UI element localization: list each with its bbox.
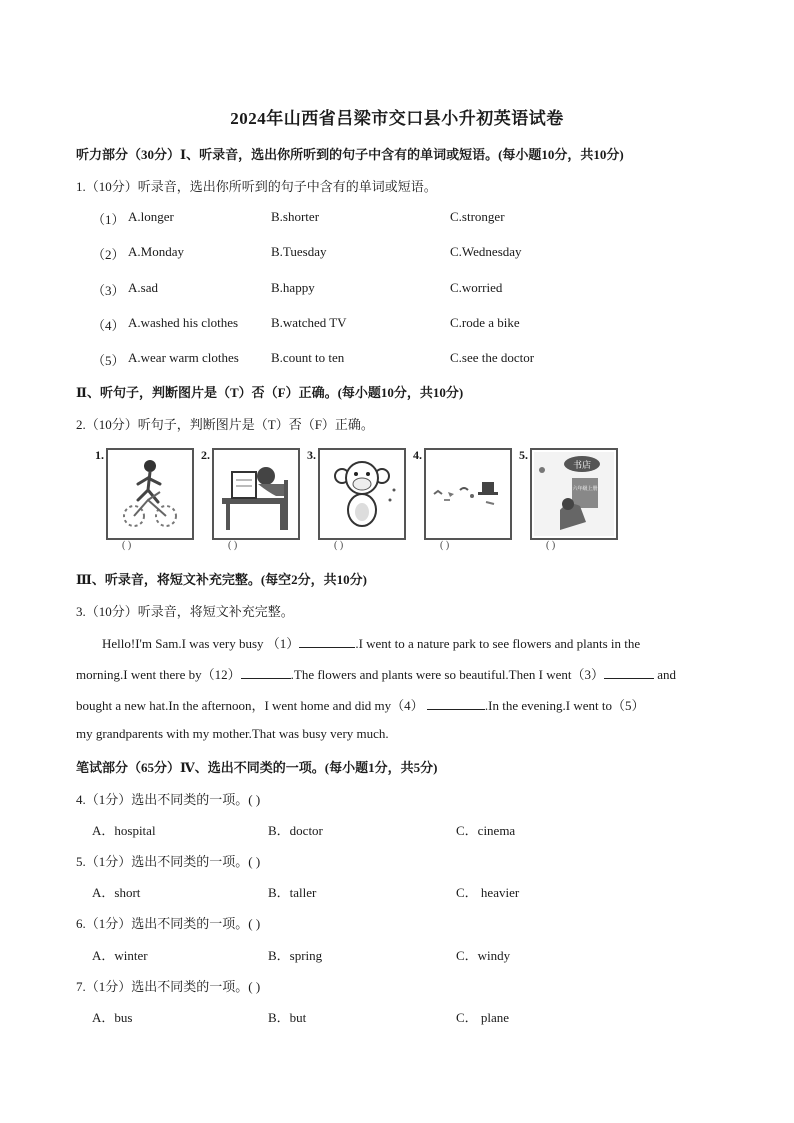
row-number: （2） <box>92 247 125 262</box>
option-c: C.stronger <box>450 209 505 224</box>
question-2-stem: 2.（10分）听句子，判断图片是（T）否（F）正确。 <box>76 417 374 432</box>
option-b: B.happy <box>271 280 315 295</box>
passage-line-3 <box>76 695 645 714</box>
option-c: C.see the doctor <box>450 350 535 365</box>
boy-reading-at-desk-image <box>214 450 298 538</box>
page-title: 2024年山西省吕梁市交口县小升初英语试卷 <box>230 109 564 128</box>
option-c: C.rode a bike <box>450 315 520 330</box>
option-c: C．cinema <box>456 823 516 838</box>
option-b: B．doctor <box>268 823 323 838</box>
question-5-stem: 5.（1分）选出不同类的一项。( ) <box>76 854 261 869</box>
option-a: A．winter <box>92 948 148 963</box>
option-b: B．but <box>268 1010 307 1025</box>
row-number: （3） <box>92 283 125 298</box>
blank-3-input[interactable] <box>604 666 654 679</box>
option-a: A.sad <box>128 280 158 295</box>
question-1-stem: 1.（10分）听录音，选出你所听到的句子中含有的单词或短语。 <box>76 179 437 194</box>
row-number: （1） <box>92 212 125 227</box>
picture-1-boy-cycling <box>106 448 194 540</box>
picture-number: 5. <box>519 448 528 462</box>
passage-text: .I went to a nature park to see flowers and plants in the <box>355 636 641 651</box>
picture-number: 3. <box>307 448 316 462</box>
picture-3-monkey <box>318 448 406 540</box>
passage-text: bought a new hat.In the afternoon，I went home and did my（4） <box>76 698 424 713</box>
monkey-toy-image <box>320 450 404 538</box>
answer-paren: ( ) <box>546 540 556 551</box>
boy-on-bike-image <box>108 450 192 538</box>
blank-2-input[interactable] <box>241 666 291 679</box>
passage-line-1 <box>102 633 640 652</box>
blank-4-input[interactable] <box>427 697 485 710</box>
option-a: A.longer <box>128 209 174 224</box>
option-a: A.wear warm clothes <box>128 350 239 365</box>
picture-number: 1. <box>95 448 104 462</box>
bookstore-scene-image <box>532 450 616 538</box>
option-b: B.count to ten <box>271 350 345 365</box>
answer-paren: ( ) <box>228 540 238 551</box>
passage-text: .The flowers and plants were so beautiful.Then I went（3） <box>290 667 604 682</box>
option-b: B.watched TV <box>271 315 347 330</box>
picture-2-boy-reading <box>212 448 300 540</box>
picture-number: 4. <box>413 448 422 462</box>
question-3-stem: 3.（10分）听录音，将短文补充完整。 <box>76 604 294 619</box>
row-number: （4） <box>92 318 125 333</box>
option-b: B.Tuesday <box>271 244 327 259</box>
blank-1-input[interactable] <box>299 635 355 648</box>
passage-text: morning.I went there by（12） <box>76 667 241 682</box>
passage-text: and <box>657 667 677 682</box>
option-c: C.worried <box>450 280 503 295</box>
option-c: C． heavier <box>456 885 520 900</box>
section-1-heading: 听力部分（30分）Ⅰ、听录音，选出你所听到的句子中含有的单词或短语。(每小题10分，共10分) <box>76 147 624 162</box>
option-a: A.Monday <box>128 244 184 259</box>
question-6-stem: 6.（1分）选出不同类的一项。( ) <box>76 916 261 931</box>
option-a: A.washed his clothes <box>128 315 239 330</box>
section-4-heading: 笔试部分（65分）Ⅳ、选出不同类的一项。(每小题1分，共5分) <box>76 760 438 775</box>
section-2-heading: Ⅱ、听句子，判断图片是（T）否（F）正确。(每小题10分，共10分) <box>76 385 464 400</box>
answer-paren: ( ) <box>334 540 344 551</box>
bookstore-sign-text: 书店 <box>572 461 592 471</box>
answer-paren: ( ) <box>440 540 450 551</box>
option-c: C．windy <box>456 948 511 963</box>
option-c: C． plane <box>456 1010 510 1025</box>
option-b: B．taller <box>268 885 317 900</box>
scattered-items-image <box>426 450 510 538</box>
option-b: B.shorter <box>271 209 320 224</box>
passage-line-2 <box>76 664 676 683</box>
picture-4-hat-and-clothes <box>424 448 512 540</box>
picture-number: 2. <box>201 448 210 462</box>
option-a: A．short <box>92 885 141 900</box>
passage-text: .In the evening.I went to（5） <box>484 698 645 713</box>
question-7-stem: 7.（1分）选出不同类的一项。( ) <box>76 979 261 994</box>
book-cover-text: 六年级上册 <box>572 486 598 492</box>
picture-5-bookstore <box>530 448 618 540</box>
option-a: A．hospital <box>92 823 156 838</box>
section-3-heading: Ⅲ、听录音，将短文补充完整。(每空2分，共10分) <box>76 572 367 587</box>
question-4-stem: 4.（1分）选出不同类的一项。( ) <box>76 792 261 807</box>
option-b: B．spring <box>268 948 323 963</box>
passage-line-4: my grandparents with my mother.That was busy very much. <box>76 726 389 741</box>
option-c: C.Wednesday <box>450 244 522 259</box>
option-a: A．bus <box>92 1010 133 1025</box>
row-number: （5） <box>92 353 125 368</box>
passage-text: Hello!I'm Sam.I was very busy （1） <box>102 636 300 651</box>
answer-paren: ( ) <box>122 540 132 551</box>
